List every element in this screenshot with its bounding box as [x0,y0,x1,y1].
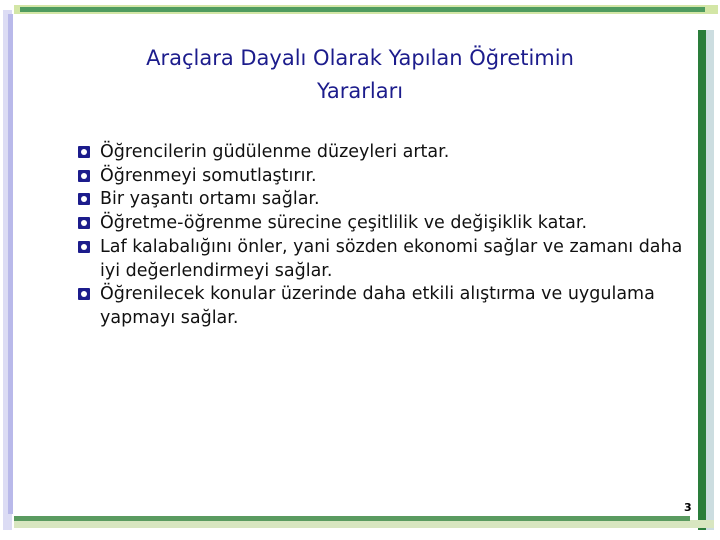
bullet-item [78,236,693,283]
frame-bottom-light-bar [14,520,714,528]
bullet-item [78,165,693,189]
bullet-list [78,141,693,331]
slide-title [40,42,680,108]
bullet-text: Öğrencilerin güdülenme düzeyleri artar. [100,142,450,162]
bullet-text: Öğretme-öğrenme sürecine çeşitlilik ve değişiklik katar. [100,213,588,234]
page-number: 3 [684,501,692,514]
frame-right-light-bar [706,30,714,530]
frame-right-dark-bar [698,30,706,530]
square-bullet-icon [78,288,90,300]
bullet-item [78,188,693,212]
frame-bottom-dark-bar [14,516,690,521]
bullet-text: Öğrenmeyi somutlaştırır. [100,165,317,186]
square-bullet-icon [78,170,90,182]
bullet-text: Laf kalabalığını önler, yani sözden ekonomi sağlar ve zamanı daha iyi değerlendirmeyi sağlar. [100,236,683,281]
square-bullet-icon [78,217,90,229]
bullet-item [78,212,693,236]
bullet-text: Bir yaşantı ortamı sağlar. [100,189,320,210]
slide-title-line-1: Araçlara Dayalı Olarak Yapılan Öğretimin [146,46,574,70]
slide-title-line-2: Yararları [316,79,404,103]
frame-top-dark-bar [20,7,705,12]
square-bullet-icon [78,241,90,253]
bullet-item [78,141,693,165]
frame-left-dark-bar [8,14,13,514]
square-bullet-icon [78,193,90,205]
bullet-item [78,283,693,330]
square-bullet-icon [78,146,90,158]
bullet-text: Öğrenilecek konular üzerinde daha etkili alıştırma ve uygulama yapmayı sağlar. [100,284,655,328]
